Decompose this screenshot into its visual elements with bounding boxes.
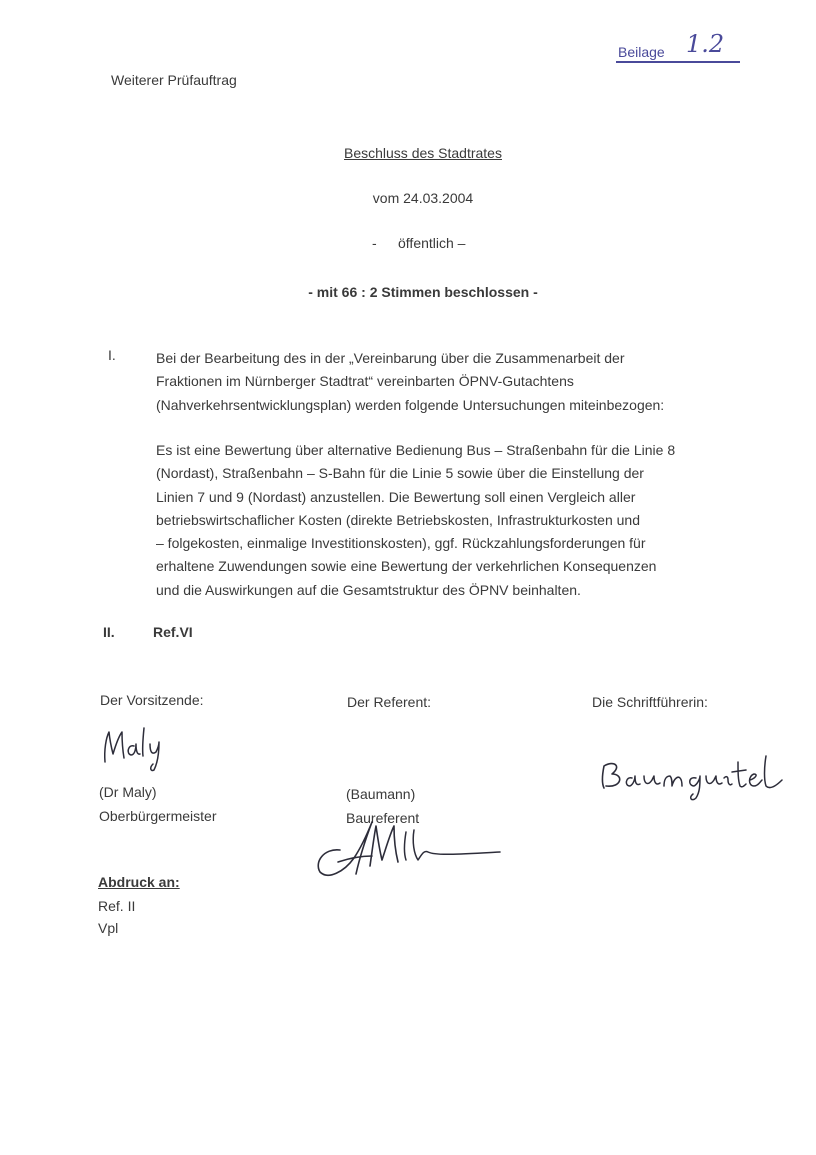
- resolution-date: vom 24.03.2004: [372, 190, 474, 206]
- section-2-number: II.: [103, 624, 115, 640]
- text-line: erhaltene Zuwendungen sowie eine Bewertung der verkehrlichen Konsequenzen: [156, 558, 657, 575]
- chair-title: Oberbürgermeister: [99, 808, 217, 824]
- text-line: – folgekosten, einmalige Investitionskosten), ggf. Rückzahlungsforderungen für: [156, 535, 646, 552]
- text-line: Es ist eine Bewertung über alternative Bedienung Bus – Straßenbahn für die Linie 8: [156, 442, 676, 458]
- beilage-underline: [616, 61, 740, 63]
- text-line: Fraktionen im Nürnberger Stadtrat“ vereinbarten ÖPNV-Gutachtens: [156, 373, 574, 390]
- text-line: (Nordast), Straßenbahn – S-Bahn für die Linie 5 sowie über die Einstellung der: [156, 465, 644, 482]
- secretary-role: Die Schriftführerin:: [592, 694, 708, 710]
- visibility-label: öffentlich –: [398, 235, 466, 251]
- visibility-dash: -: [372, 235, 377, 251]
- chair-role: Der Vorsitzende:: [100, 692, 204, 708]
- referent-signature: [310, 810, 510, 885]
- referent-title: Baureferent: [346, 810, 420, 826]
- copy-to-recipient: Vpl: [98, 920, 119, 936]
- referent-role: Der Referent:: [347, 694, 432, 710]
- section-1-intro: [156, 347, 664, 417]
- beilage-label: Beilage: [618, 44, 665, 60]
- text-line: und die Auswirkungen auf die Gesamtstruktur des ÖPNV beinhalten.: [156, 581, 581, 598]
- text-line: Bei der Bearbeitung des in der „Vereinbarung über die Zusammenarbeit der: [156, 350, 625, 366]
- copy-to-heading: Abdruck an:: [98, 874, 180, 890]
- text-line: (Nahverkehrsentwicklungsplan) werden folgende Untersuchungen miteinbezogen:: [156, 396, 665, 413]
- chair-name: (Dr Maly): [99, 784, 157, 800]
- resolution-heading: Beschluss des Stadtrates: [344, 145, 502, 161]
- secretary-signature: [598, 748, 788, 804]
- top-left-heading: Weiterer Prüfauftrag: [111, 72, 237, 88]
- text-line: betriebswirtschaflicher Kosten (direkte Betriebskosten, Infrastrukturkosten und: [156, 511, 641, 528]
- referent-name: (Baumann): [346, 786, 416, 802]
- section-1-number: I.: [108, 347, 116, 363]
- vote-result: - mit 66 : 2 Stimmen beschlossen -: [308, 284, 538, 300]
- beilage-number: 1.2: [686, 30, 725, 58]
- section-2-label: Ref.VI: [153, 624, 193, 640]
- copy-to-recipient: Ref. II: [98, 898, 136, 914]
- section-1-body: [156, 439, 675, 602]
- chair-signature: [100, 724, 180, 774]
- text-line: Linien 7 und 9 (Nordast) anzustellen. Die Bewertung soll einen Vergleich aller: [156, 488, 636, 505]
